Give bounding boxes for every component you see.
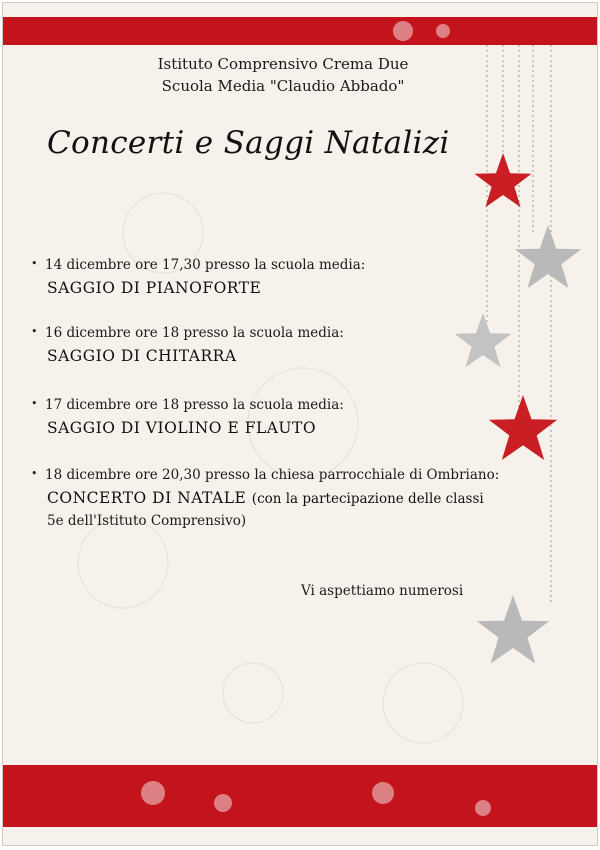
event-note-continued: 5e dell'Istituto Comprensivo) xyxy=(47,513,247,529)
event-datetime: 16 dicembre ore 18 presso la scuola media: xyxy=(45,325,344,341)
event-note: (con la partecipazione delle classi xyxy=(251,491,484,507)
red-star-icon-2 xyxy=(489,395,557,460)
event-title: CONCERTO DI NATALE xyxy=(47,489,247,507)
event-datetime: 18 dicembre ore 20,30 presso la chiesa parrocchiale di Ombriano: xyxy=(45,467,500,483)
bullet: • xyxy=(31,325,38,338)
event-title-line xyxy=(47,489,484,507)
event-title: SAGGIO DI CHITARRA xyxy=(47,347,237,365)
school-subname: Scuola Media "Claudio Abbado" xyxy=(161,77,405,95)
event-datetime: 14 dicembre ore 17,30 presso la scuola media: xyxy=(45,257,366,273)
silver-star-icon xyxy=(515,225,582,288)
silver-star-icon-2 xyxy=(455,313,512,367)
event-title: SAGGIO DI PIANOFORTE xyxy=(47,279,262,297)
star-strings xyxy=(487,45,551,603)
bullet: • xyxy=(31,467,38,480)
page-title: Concerti e Saggi Natalizi xyxy=(47,125,450,161)
school-name: Istituto Comprensivo Crema Due xyxy=(157,55,409,73)
bullet: • xyxy=(31,257,38,270)
closing-message: Vi aspettiamo numerosi xyxy=(301,583,464,599)
event-datetime: 17 dicembre ore 18 presso la scuola media: xyxy=(45,397,344,413)
poster xyxy=(2,2,598,846)
silver-star-icon-3 xyxy=(477,595,549,664)
red-star-icon xyxy=(475,153,532,207)
event-title: SAGGIO DI VIOLINO E FLAUTO xyxy=(47,419,317,437)
bullet: • xyxy=(31,397,38,410)
